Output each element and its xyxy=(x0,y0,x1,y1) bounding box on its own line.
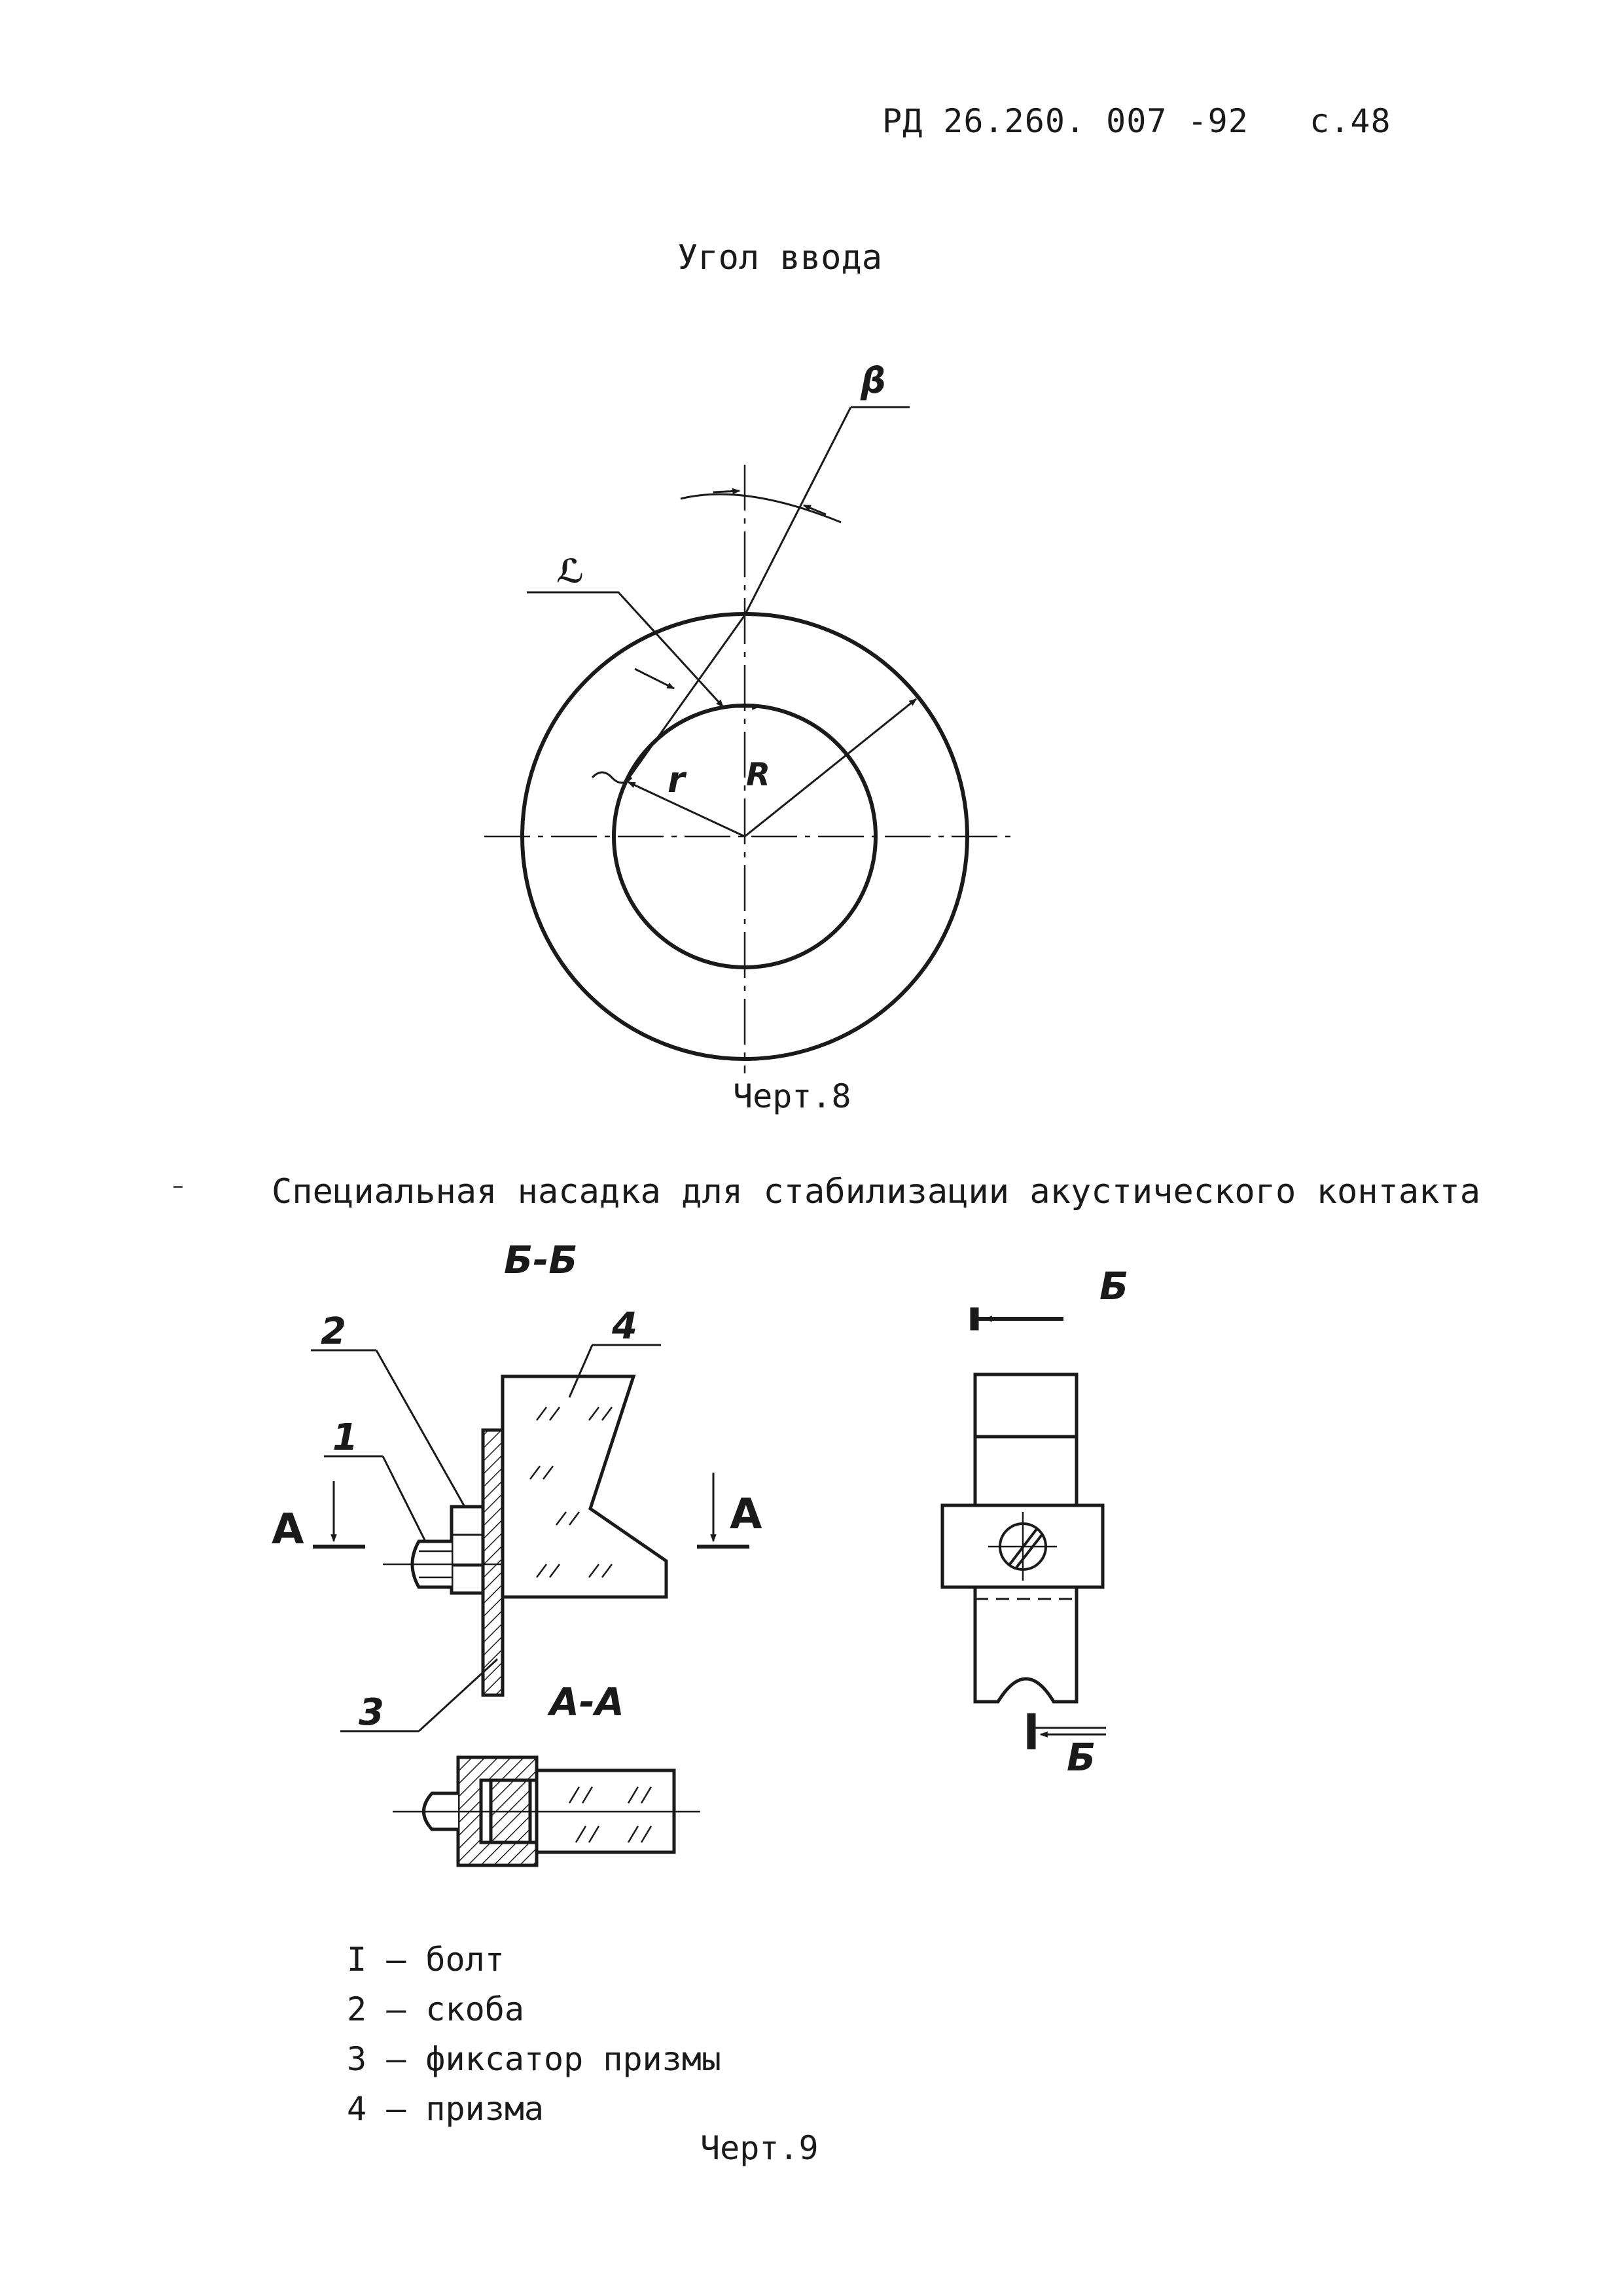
alpha-arc-arrow xyxy=(635,669,674,689)
beta-arc xyxy=(681,494,841,522)
drawing8-caption: Черт.8 xyxy=(733,1077,851,1115)
page-number: с.48 xyxy=(1310,102,1391,140)
legend-item: I – болт xyxy=(347,1941,505,1979)
callout-4: 4 xyxy=(612,1305,637,1348)
drawing9-title: Специальная насадка для стабилизации акустического контакта xyxy=(272,1172,1481,1211)
legend-item: 4 – призма xyxy=(347,2090,544,2128)
callout-1: 1 xyxy=(332,1416,358,1459)
section-aa-label: А-А xyxy=(550,1679,624,1724)
legend-item: 2 – скоба xyxy=(347,1990,524,2028)
prism-fixator xyxy=(483,1430,503,1695)
drawing8-title: Угол ввода xyxy=(677,238,883,278)
drawing9-caption: Черт.9 xyxy=(700,2129,819,2167)
prism xyxy=(503,1376,666,1597)
label-R: R xyxy=(746,757,770,793)
r-tilde xyxy=(592,772,632,783)
drawing8-figure xyxy=(484,407,1011,1073)
radius-r xyxy=(628,782,745,836)
label-alpha: ℒ xyxy=(556,552,584,590)
cut-label-a-right: А xyxy=(730,1490,762,1539)
legend-item: 3 – фиксатор призмы xyxy=(347,2040,721,2078)
beam-line-ext xyxy=(745,407,851,615)
section-bb-view xyxy=(311,1345,749,1731)
beam-line xyxy=(628,615,745,779)
section-aa-view xyxy=(393,1757,700,1865)
bracket xyxy=(452,1507,483,1593)
cut-label-a-left: А xyxy=(272,1505,304,1554)
callout-2: 2 xyxy=(321,1310,346,1353)
callout-3: 3 xyxy=(359,1691,384,1734)
cut-label-b-top: Б xyxy=(1099,1264,1129,1308)
doc-number: РД 26.260. 007 -92 xyxy=(882,102,1249,140)
side-view xyxy=(942,1309,1106,1748)
radius-R xyxy=(745,699,916,836)
cut-label-b-bottom: Б xyxy=(1067,1735,1096,1780)
label-beta: β xyxy=(861,360,886,401)
label-r: r xyxy=(668,759,685,800)
section-bb-label: Б-Б xyxy=(504,1238,578,1282)
